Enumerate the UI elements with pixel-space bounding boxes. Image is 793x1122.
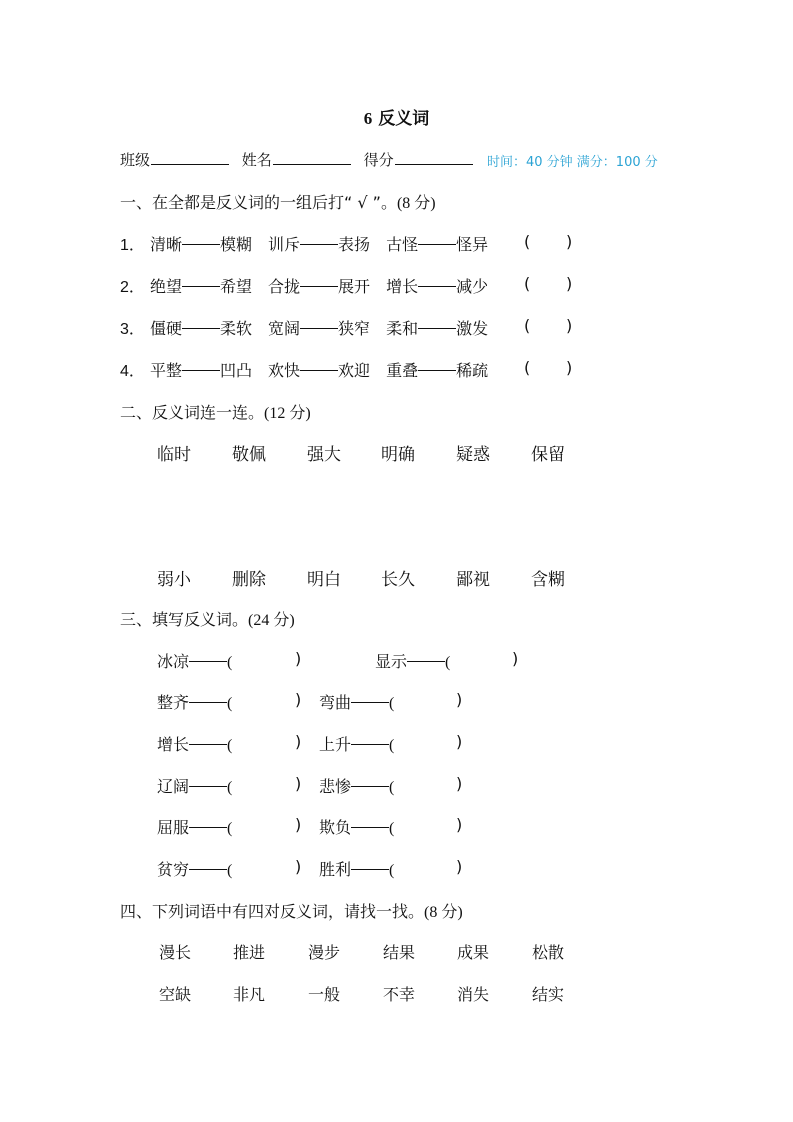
section2-heading-text: 二、反义词连一连。 [120, 403, 265, 422]
name-field [242, 149, 351, 170]
paren-open: ( [227, 820, 233, 837]
paren-close: ) [512, 649, 519, 668]
fill-word: 贫穷 [157, 860, 190, 879]
page-title [0, 104, 793, 129]
match-word-top[interactable]: 疑惑 [456, 445, 490, 465]
find-word[interactable]: 空缺 [159, 985, 192, 1004]
answer-paren-close: ) [566, 316, 573, 335]
match-word-bottom[interactable]: 删除 [232, 570, 266, 590]
s1-item-1 [120, 232, 504, 255]
fill-item [319, 690, 394, 713]
fill-word: 冰凉 [157, 652, 190, 671]
paren-open: ( [227, 695, 233, 712]
s1-item-4 [120, 358, 504, 381]
fill-word: 增长 [157, 735, 190, 754]
paren-open: ( [389, 737, 395, 754]
section4-heading-text: 四、下列词语中有四对反义词，请找一找。 [120, 902, 425, 921]
paren-close: ) [295, 815, 302, 834]
fill-item [319, 732, 394, 755]
item-number: 1． [120, 237, 145, 254]
word: 柔和 [386, 319, 419, 338]
paren-close: ) [456, 815, 463, 834]
paren-open: ( [389, 695, 395, 712]
score-blank[interactable] [395, 150, 473, 165]
match-word-top[interactable]: 敬佩 [232, 445, 266, 465]
answer-paren-close: ) [566, 232, 573, 251]
s1-item-3 [120, 316, 504, 339]
answer-paren-close: ) [566, 358, 573, 377]
word: 表扬 [338, 235, 371, 254]
fill-item [157, 649, 232, 672]
word: 欢迎 [338, 361, 371, 380]
answer-paren-open: ( [524, 274, 531, 293]
find-word[interactable]: 非凡 [233, 985, 266, 1004]
section1-heading [120, 190, 436, 213]
class-field [120, 149, 229, 170]
match-word-bottom[interactable]: 明白 [307, 570, 341, 590]
word: 重叠 [386, 361, 419, 380]
section3-heading-text: 三、填写反义词。 [120, 610, 249, 629]
word: 希望 [220, 277, 253, 296]
lesson-title: 反义词 [378, 109, 430, 129]
word: 绝望 [150, 277, 183, 296]
student-info [120, 149, 481, 170]
word: 凹凸 [220, 361, 253, 380]
match-word-bottom[interactable]: 长久 [381, 570, 415, 590]
fill-word: 整齐 [157, 693, 190, 712]
word: 狭窄 [338, 319, 371, 338]
word: 宽阔 [268, 319, 301, 338]
fill-word: 弯曲 [319, 693, 352, 712]
match-word-top[interactable]: 临时 [157, 445, 191, 465]
match-word-bottom[interactable]: 含糊 [531, 570, 565, 590]
word: 展开 [338, 277, 371, 296]
s1-item-2 [120, 274, 504, 297]
fill-item [157, 774, 232, 797]
fill-item [157, 857, 232, 880]
word: 训斥 [268, 235, 301, 254]
section1-points: (8 分) [396, 195, 436, 212]
word: 稀疏 [456, 361, 489, 380]
fill-word: 欺负 [319, 818, 352, 837]
paren-close: ) [295, 732, 302, 751]
item-number: 4． [120, 363, 145, 380]
score-label: 得分 [363, 151, 394, 169]
find-word[interactable]: 成果 [457, 943, 490, 962]
section2-heading [120, 400, 311, 423]
fill-item [157, 815, 232, 838]
find-word[interactable]: 结实 [532, 985, 565, 1004]
find-word[interactable]: 漫长 [159, 943, 192, 962]
match-word-top[interactable]: 强大 [307, 445, 341, 465]
match-word-bottom[interactable]: 鄙视 [456, 570, 490, 590]
paren-open: ( [389, 820, 395, 837]
word: 柔软 [220, 319, 253, 338]
find-word[interactable]: 结果 [383, 943, 416, 962]
find-word[interactable]: 漫步 [308, 943, 341, 962]
find-word[interactable]: 不幸 [383, 985, 416, 1004]
fill-item [319, 774, 394, 797]
class-label: 班级 [120, 151, 151, 169]
word: 欢快 [268, 361, 301, 380]
word: 合拢 [268, 277, 301, 296]
fill-word: 显示 [375, 652, 408, 671]
section3-points: (24 分) [248, 612, 295, 629]
match-word-bottom[interactable]: 弱小 [157, 570, 191, 590]
word: 平整 [150, 361, 183, 380]
word: 怪异 [456, 235, 489, 254]
fill-item [319, 815, 394, 838]
fill-item [375, 649, 450, 672]
word: 激发 [456, 319, 489, 338]
lesson-number: 6 [363, 109, 373, 128]
item-number: 2． [120, 279, 145, 296]
paren-open: ( [227, 779, 233, 796]
paren-open: ( [389, 779, 395, 796]
paren-close: ) [295, 690, 302, 709]
find-word[interactable]: 一般 [308, 985, 341, 1004]
section3-heading [120, 607, 295, 630]
find-word[interactable]: 消失 [457, 985, 490, 1004]
word: 模糊 [220, 235, 253, 254]
exam-meta: 时间：40 分钟 满分：100 分 [487, 155, 658, 170]
paren-close: ) [456, 690, 463, 709]
paren-open: ( [389, 862, 395, 879]
answer-paren-open: ( [524, 232, 531, 251]
answer-paren-open: ( [524, 358, 531, 377]
paren-close: ) [456, 732, 463, 751]
fill-word: 屈服 [157, 818, 190, 837]
class-blank[interactable] [151, 150, 229, 165]
fill-item [157, 732, 232, 755]
section4-points: (8 分) [424, 904, 463, 921]
paren-open: ( [445, 654, 451, 671]
find-word[interactable]: 推进 [233, 943, 266, 962]
score-field [364, 149, 473, 170]
find-word[interactable]: 松散 [532, 943, 565, 962]
match-word-top[interactable]: 保留 [531, 445, 565, 465]
word: 减少 [456, 277, 489, 296]
paren-open: ( [227, 737, 233, 754]
word: 古怪 [386, 235, 419, 254]
paren-close: ) [456, 857, 463, 876]
section1-heading-text: 一、在全都是反义词的一组后打“ √ ”。 [120, 193, 397, 212]
paren-close: ) [295, 857, 302, 876]
answer-paren-close: ) [566, 274, 573, 293]
fill-item [319, 857, 394, 880]
fill-word: 辽阔 [157, 777, 190, 796]
fill-word: 悲惨 [319, 777, 352, 796]
fill-word: 上升 [319, 735, 352, 754]
item-number: 3． [120, 321, 145, 338]
fill-word: 胜利 [319, 860, 352, 879]
name-label: 姓名 [241, 151, 272, 169]
paren-close: ) [456, 774, 463, 793]
paren-open: ( [227, 654, 233, 671]
name-blank[interactable] [273, 150, 351, 165]
paren-close: ) [295, 649, 302, 668]
fill-item [157, 690, 232, 713]
word: 增长 [386, 277, 419, 296]
word: 僵硬 [150, 319, 183, 338]
section2-points: (12 分) [264, 405, 311, 422]
word: 清晰 [150, 235, 183, 254]
match-word-top[interactable]: 明确 [381, 445, 415, 465]
answer-paren-open: ( [524, 316, 531, 335]
section4-heading [120, 899, 463, 922]
paren-close: ) [295, 774, 302, 793]
paren-open: ( [227, 862, 233, 879]
